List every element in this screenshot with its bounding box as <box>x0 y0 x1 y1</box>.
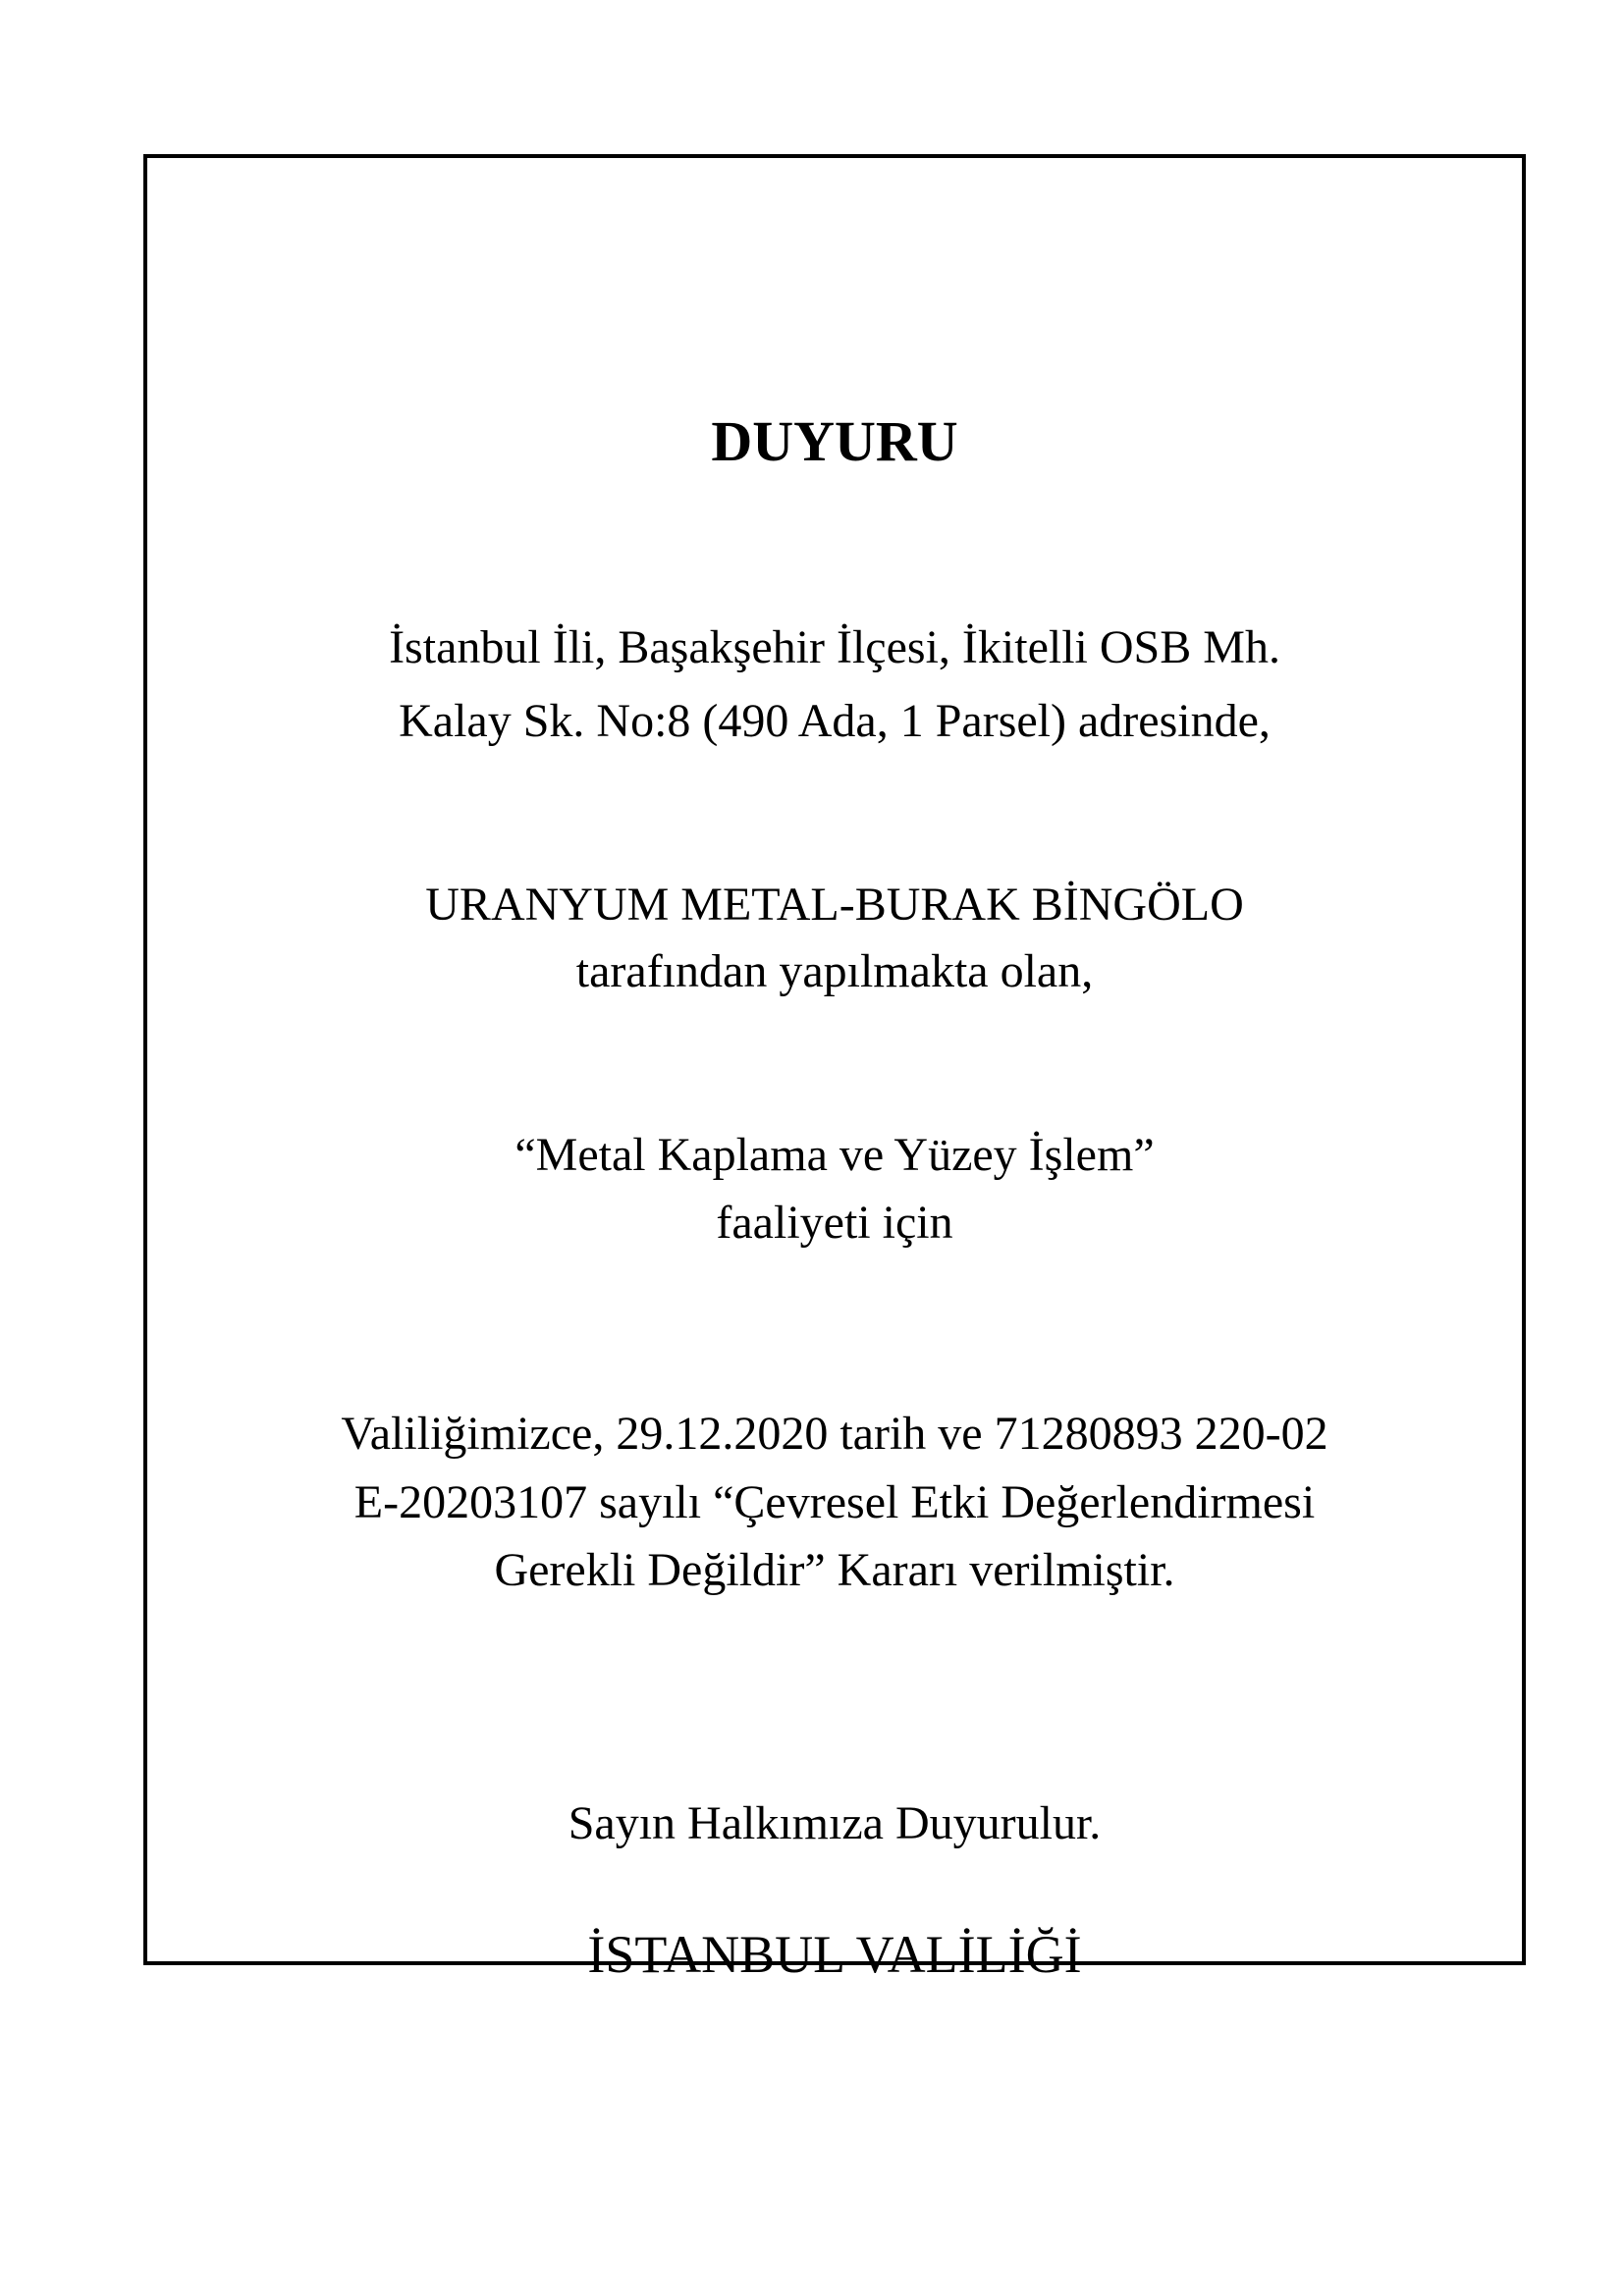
decision-line-3: Gerekli Değildir” Kararı verilmiştir. <box>494 1544 1175 1596</box>
activity-name: “Metal Kaplama ve Yüzey İşlem” <box>514 1129 1155 1181</box>
activity-line-2: faaliyeti için <box>716 1197 953 1249</box>
announcement-frame <box>143 154 1526 1984</box>
announcement-title: DUYURU <box>711 409 958 473</box>
company-name: URANYUM METAL-BURAK BİNGÖLO <box>425 879 1244 931</box>
decision-line-2: E-20203107 sayılı “Çevresel Etki Değerlendirmesi <box>353 1476 1316 1528</box>
company-line-2: tarafından yapılmakta olan, <box>575 945 1094 997</box>
address-line-1: İstanbul İli, Başakşehir İlçesi, İkitelli OSB Mh. <box>389 621 1280 673</box>
address-line-2: Kalay Sk. No:8 (490 Ada, 1 Parsel) adresinde, <box>399 695 1271 747</box>
decision-line-1: Valiliğimizce, 29.12.2020 tarih ve 71280893 220-02 <box>341 1408 1328 1460</box>
issuing-authority: İSTANBUL VALİLİĞİ <box>587 1925 1082 1984</box>
public-notice: Sayın Halkımıza Duyurulur. <box>568 1797 1102 1849</box>
